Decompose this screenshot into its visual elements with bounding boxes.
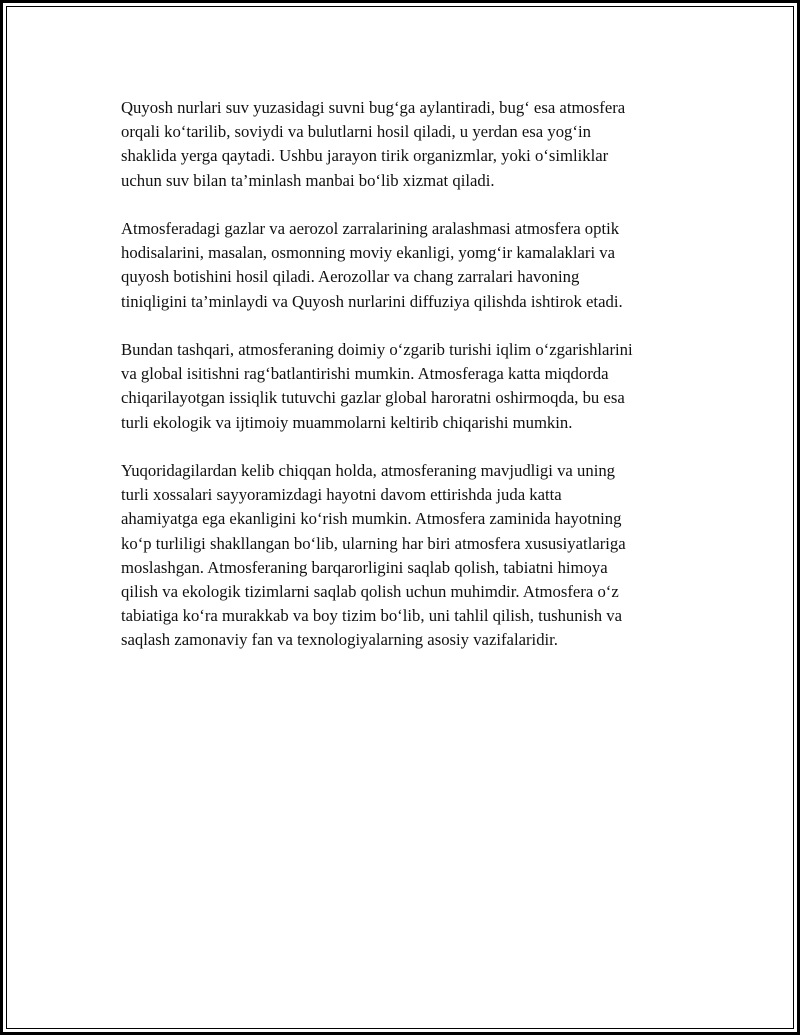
paragraph-3: [121, 338, 691, 435]
text-line: uchun suv bilan ta’minlash manbai bo‘lib xizmat qiladi.: [121, 170, 495, 190]
text-line: tabiatiga ko‘ra murakkab va boy tizim bo‘lib, uni tahlil qilish, tushunish va: [121, 606, 622, 626]
text-line: shaklida yerga qaytadi. Ushbu jarayon tirik organizmlar, yoki o‘simliklar: [121, 146, 609, 166]
paragraph-1: [121, 96, 691, 193]
text-line: quyosh botishini hosil qiladi. Aerozollar va chang zarralari havoning: [121, 267, 580, 287]
text-line: Yuqoridagilardan kelib chiqqan holda, atmosferaning mavjudligi va uning: [121, 461, 616, 480]
text-line: qilish va ekologik tizimlarni saqlab qolish uchun muhimdir. Atmosfera o‘z: [121, 582, 619, 602]
document-body: [121, 96, 691, 677]
text-line: va global isitishni rag‘batlantirishi mumkin. Atmosferaga katta miqdorda: [121, 364, 609, 384]
text-line: turli xossalari sayyoramizdagi hayotni davom ettirishda juda katta: [121, 485, 562, 505]
text-line: hodisalarini, masalan, osmonning moviy ekanligi, yomg‘ir kamalaklari va: [121, 243, 616, 263]
text-line: ko‘p turliligi shakllangan bo‘lib, ularning har biri atmosfera xususiyatlariga: [121, 533, 626, 553]
text-line: chiqarilayotgan issiqlik tutuvchi gazlar global haroratni oshirmoqda, bu esa: [121, 388, 625, 408]
text-line: Atmosferadagi gazlar va aerozol zarralarining aralashmasi atmosfera optik: [121, 219, 620, 238]
paragraph-2: [121, 217, 691, 314]
paragraph-4: [121, 459, 691, 653]
text-line: turli ekologik va ijtimoiy muammolarni keltirib chiqarishi mumkin.: [121, 412, 573, 432]
text-line: moslashgan. Atmosferaning barqarorligini saqlab qolish, tabiatni himoya: [121, 557, 608, 577]
text-line: saqlash zamonaviy fan va texnologiyalarning asosiy vazifalaridir.: [121, 630, 558, 650]
text-line: ahamiyatga ega ekanligini ko‘rish mumkin. Atmosfera zaminida hayotning: [121, 509, 622, 529]
text-line: Bundan tashqari, atmosferaning doimiy o‘zgarib turishi iqlim o‘zgarishlarini: [121, 340, 633, 359]
text-line: tiniqligini ta’minlaydi va Quyosh nurlarini diffuziya qilishda ishtirok etadi.: [121, 291, 623, 311]
text-line: Quyosh nurlari suv yuzasidagi suvni bug‘ga aylantiradi, bug‘ esa atmosfera: [121, 98, 626, 117]
text-line: orqali ko‘tarilib, soviydi va bulutlarni hosil qiladi, u yerdan esa yog‘in: [121, 122, 591, 142]
